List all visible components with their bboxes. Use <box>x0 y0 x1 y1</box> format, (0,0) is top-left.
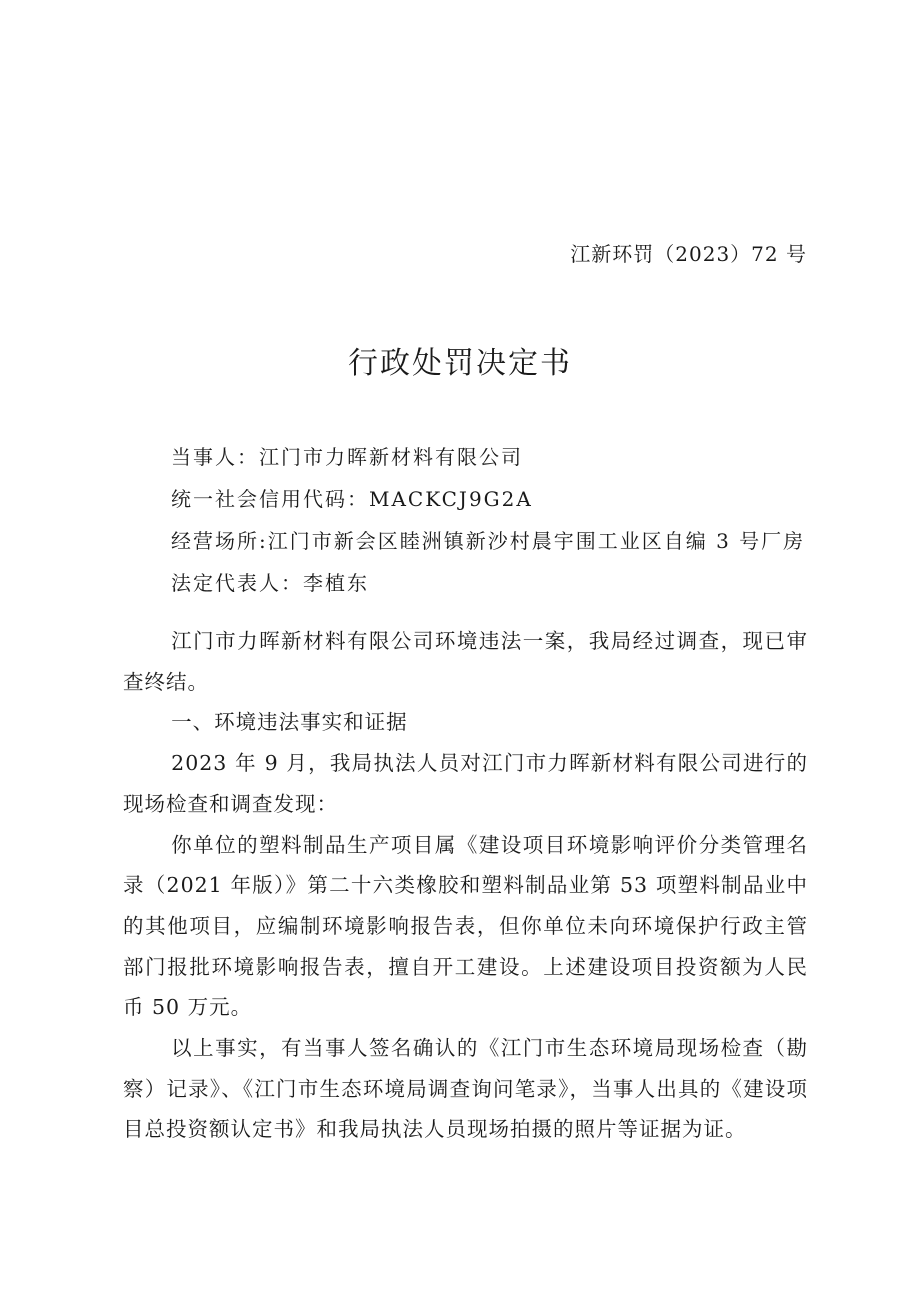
party-name: 当事人：江门市力晖新材料有限公司 <box>171 445 523 469</box>
finding-detail-paragraph: 你单位的塑料制品生产项目属《建设项目环境影响评价分类管理名录（2021 年版）》第二十六类橡胶和塑料制品业第 53 项塑料制品业中的其他项目，应编制环境影响报告表，但你单位未向环境保护行政主管部门报批环境影响报告表，擅自开工建设。上述建设项目投资额为人民币 50 万元。 <box>123 832 808 1020</box>
intro-paragraph: 江门市力晖新材料有限公司环境违法一案，我局经过调查，现已审查终结。 <box>123 629 808 694</box>
party-address: 经营场所:江门市新会区睦洲镇新沙村晨宇围工业区自编 3 号厂房 <box>171 529 806 553</box>
body-section <box>123 621 808 1150</box>
finding-intro-paragraph: 2023 年 9 月，我局执法人员对江门市力晖新材料有限公司进行的现场检查和调查发现： <box>123 751 808 816</box>
document-title: 行政处罚决定书 <box>348 346 572 381</box>
document-number: 江新环罚（2023）72 号 <box>570 242 807 266</box>
evidence-paragraph: 以上事实，有当事人签名确认的《江门市生态环境局现场检查（勘察）记录》、《江门市生态环境局调查询问笔录》，当事人出具的《建设项目总投资额认定书》和我局执法人员现场拍摄的照片等证据为证。 <box>123 1036 808 1142</box>
section-heading: 一、环境违法事实和证据 <box>171 710 408 735</box>
party-credit-code: 统一社会信用代码：MACKCJ9G2A <box>171 487 533 511</box>
party-legal-representative: 法定代表人：李植东 <box>171 571 369 595</box>
